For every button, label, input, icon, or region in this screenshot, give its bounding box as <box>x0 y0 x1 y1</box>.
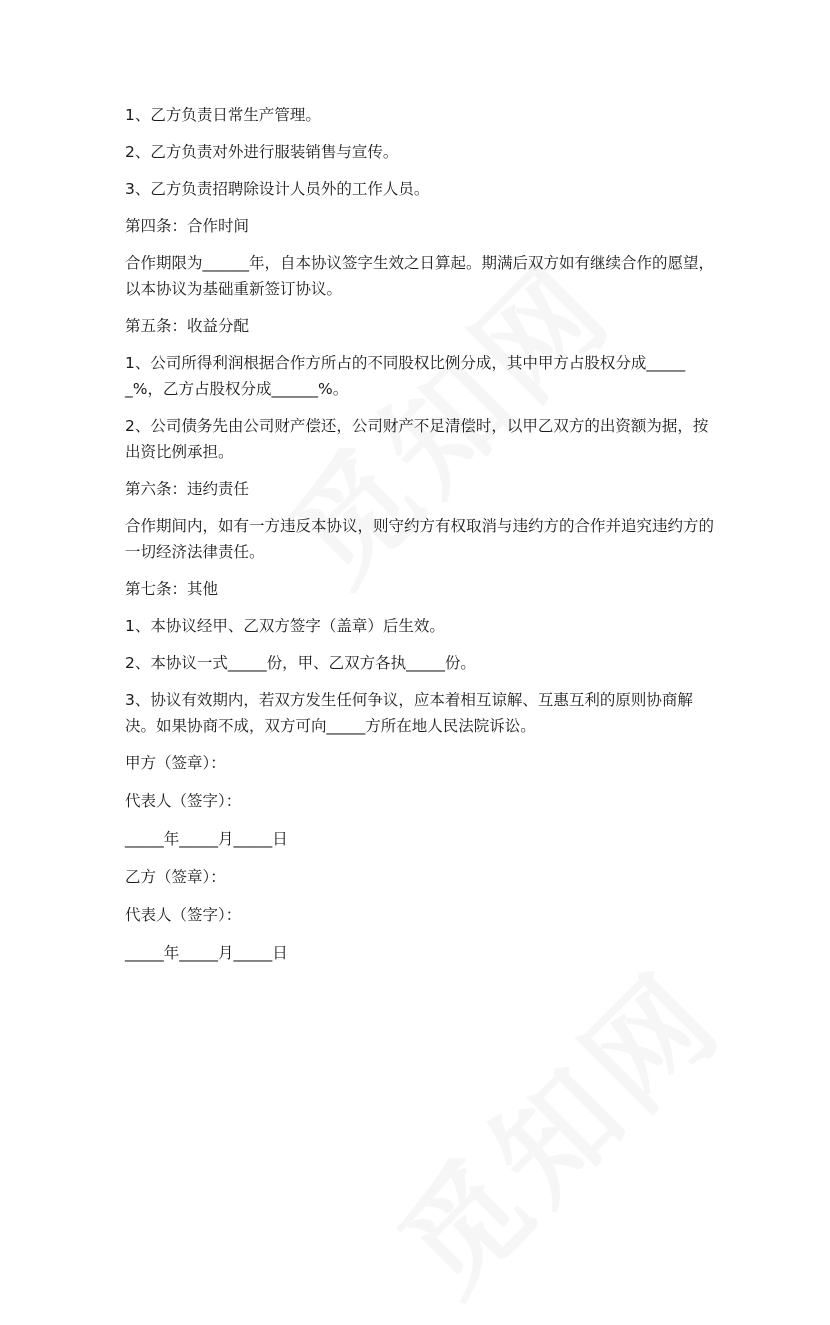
document-body <box>125 102 715 978</box>
section-heading: 第五条：收益分配 <box>125 317 250 335</box>
section-heading: 第六条：违约责任 <box>125 480 250 498</box>
clause-item: 3、协议有效期内，若双方发生任何争议，应本着相互谅解、互惠互利的原则协商解决。如果协商不成，双方可向_____方所在地人民法院诉讼。 <box>125 691 693 735</box>
signature-date-a: _____年_____月_____日 <box>125 830 288 848</box>
signature-party-a: 甲方（签章）： <box>125 754 226 772</box>
clause-item: 2、公司债务先由公司财产偿还，公司财产不足清偿时，以甲乙双方的出资额为据，按出资比例承担。 <box>125 417 709 461</box>
signature-representative-a: 代表人（签字）： <box>125 792 242 810</box>
clause-item: 1、本协议经甲、乙双方签字（盖章）后生效。 <box>125 617 445 635</box>
clause-item: 2、本协议一式_____份，甲、乙双方各执_____份。 <box>125 654 476 672</box>
clause-item: 2、乙方负责对外进行服装销售与宣传。 <box>125 143 399 161</box>
section-heading: 第四条：合作时间 <box>125 217 250 235</box>
signature-party-b: 乙方（签章）： <box>125 868 226 886</box>
clause-item: 1、乙方负责日常生产管理。 <box>125 106 321 124</box>
clause-text: 合作期限为______年，自本协议签字生效之日算起。期满后双方如有继续合作的愿望，以本协议为基础重新签订协议。 <box>125 254 715 298</box>
clause-item: 3、乙方负责招聘除设计人员外的工作人员。 <box>125 180 430 198</box>
section-heading: 第七条：其他 <box>125 580 219 598</box>
clause-text: 合作期间内，如有一方违反本协议，则守约方有权取消与违约方的合作并追究违约方的一切经济法律责任。 <box>125 517 715 561</box>
signature-date-b: _____年_____月_____日 <box>125 944 288 962</box>
clause-item: 1、公司所得利润根据合作方所占的不同股权比例分成，其中甲方占股权分成______%，乙方占股权分成______%。 <box>125 354 686 398</box>
watermark <box>356 927 753 1324</box>
signature-representative-b: 代表人（签字）： <box>125 906 242 924</box>
